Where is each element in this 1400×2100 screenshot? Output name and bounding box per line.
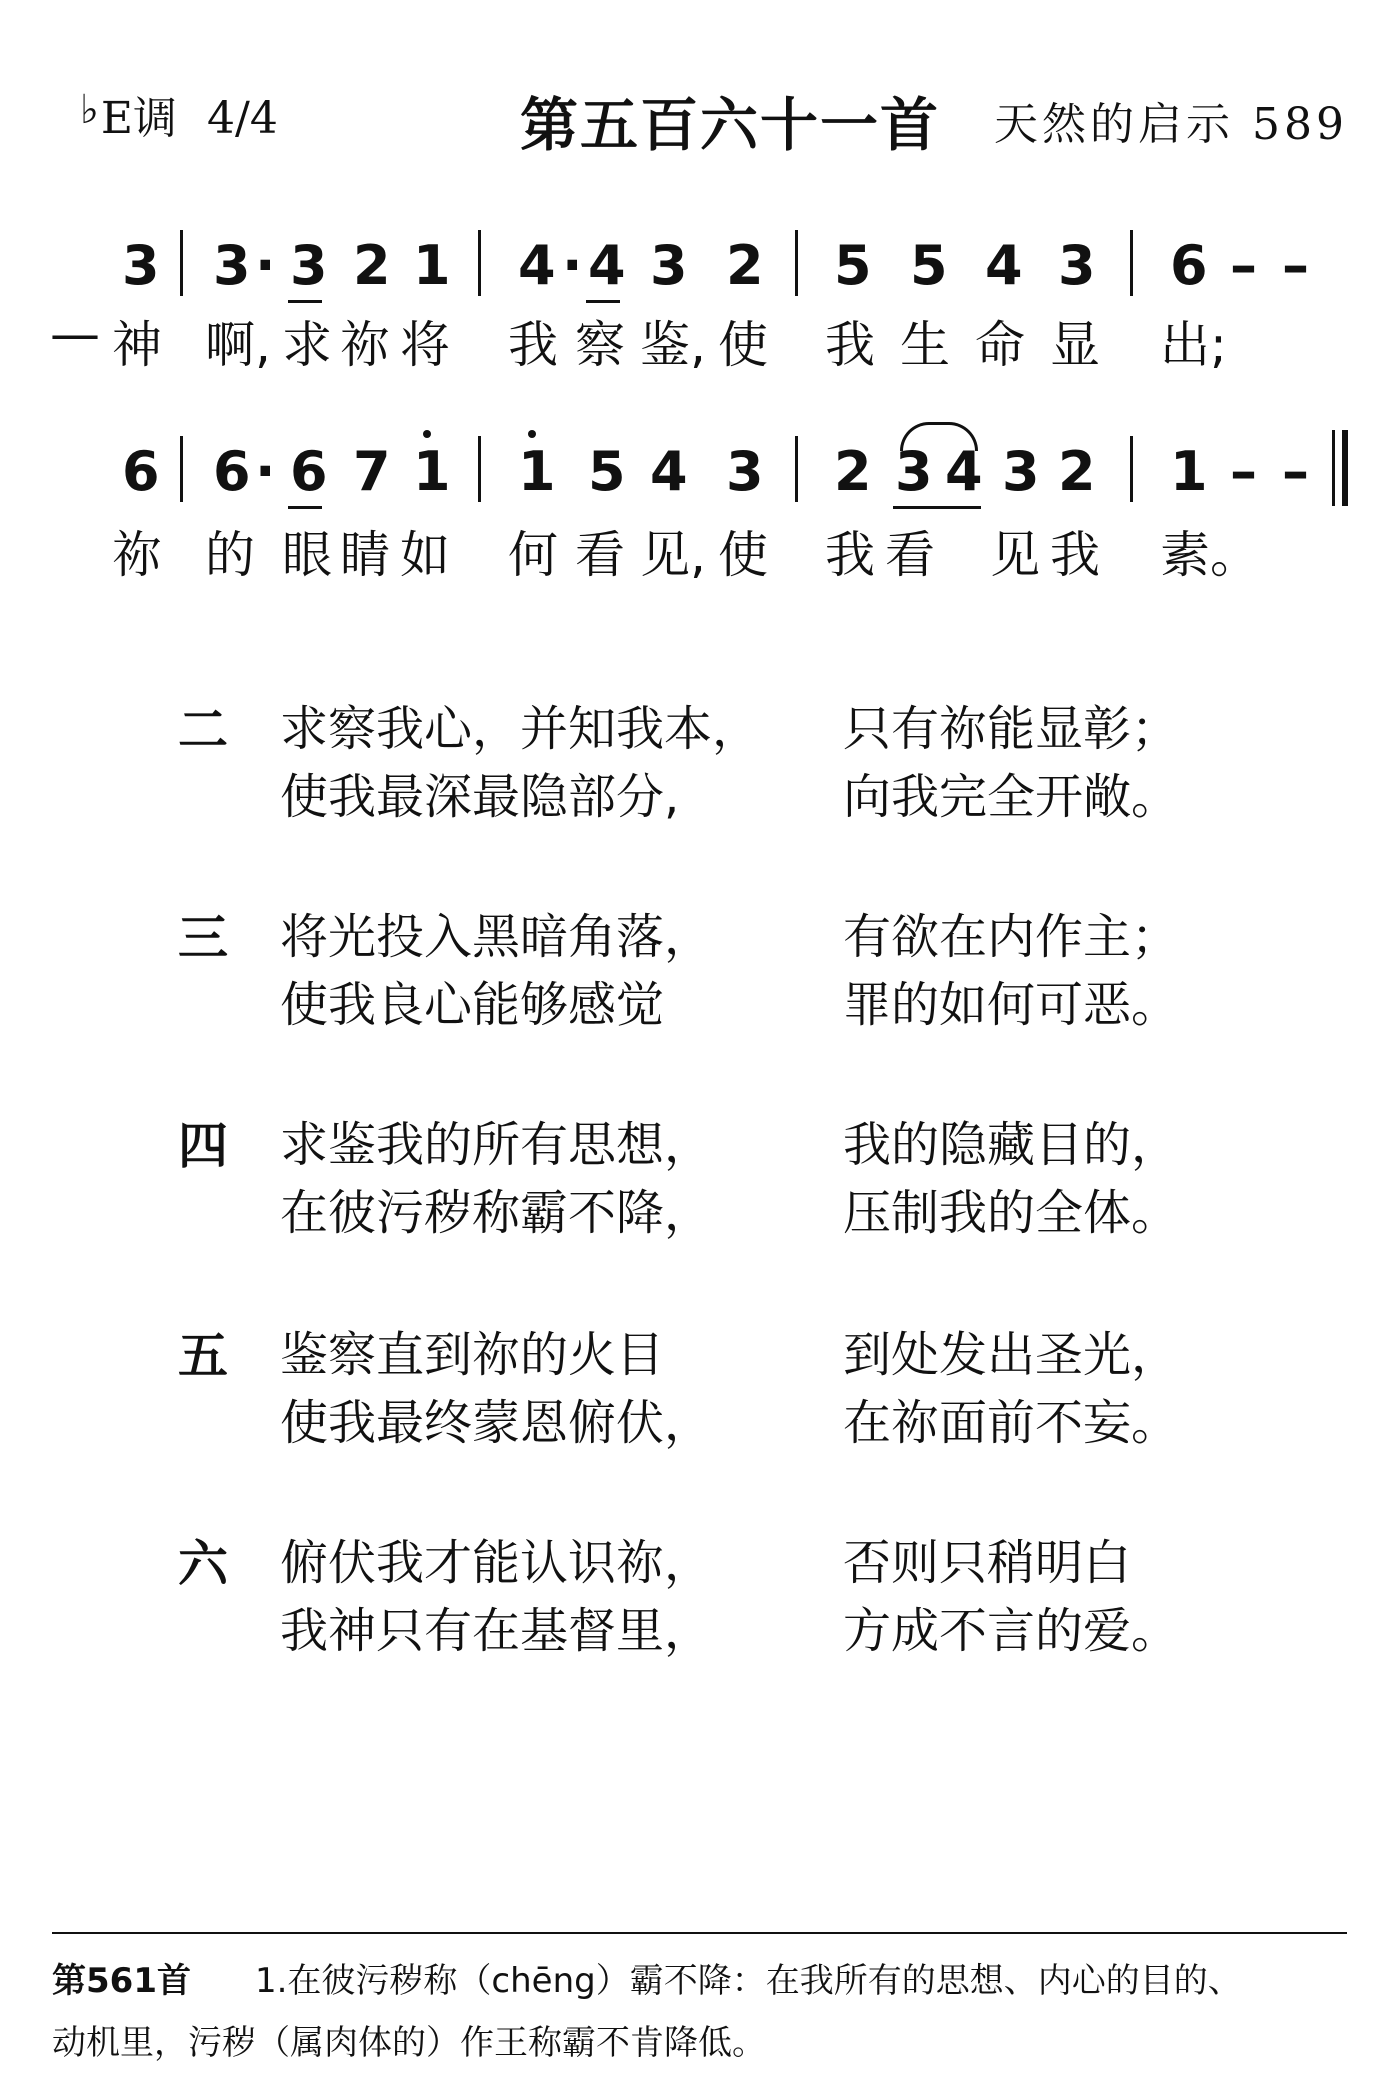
barline [478, 436, 481, 502]
note: 4 [650, 440, 688, 503]
footnote-label: 第561首 [52, 1961, 191, 2001]
lyric: 何 [508, 526, 558, 584]
lyric: 将 [400, 316, 450, 374]
verse-line: 使我最终蒙恩俯伏， [280, 1395, 713, 1451]
note: 2 [1058, 440, 1096, 503]
key-signature [80, 82, 278, 146]
verse-line: 否则只稍明白 [843, 1535, 1132, 1591]
note-dot: · [255, 440, 276, 503]
note: 3 [1058, 234, 1096, 297]
footnote-line-2: 动机里，污秽（属肉体的）作王称霸不肯降低。 [52, 2023, 766, 2063]
lyric: 鉴, [640, 316, 706, 374]
verse-number: 六 [178, 1535, 228, 1593]
note: 2 [353, 234, 391, 297]
lyric: 睛 [340, 526, 390, 584]
lyric: 我 [825, 526, 875, 584]
final-barline [1332, 430, 1335, 506]
eighth-underline [288, 506, 322, 509]
verse-2 [178, 690, 1278, 825]
lyric: 察 [575, 316, 625, 374]
high-octave-dot [528, 430, 536, 438]
dash: – [1282, 234, 1309, 297]
verse-line: 只有祢能显彰； [843, 701, 1180, 757]
note: 2 [726, 234, 764, 297]
lyric: 我 [508, 316, 558, 374]
note: 4 [588, 234, 626, 297]
note: 3 [213, 234, 251, 297]
dash: – [1230, 234, 1257, 297]
note: 3 [650, 234, 688, 297]
barline [180, 230, 183, 296]
barline [1130, 436, 1133, 502]
lyric: 的 [205, 526, 255, 584]
verse-line: 使我良心能够感觉 [280, 977, 665, 1033]
verse-line: 使我最深最隐部分, [280, 769, 680, 825]
verse-line: 罪的如何可恶。 [843, 977, 1180, 1033]
key-label: E调 [100, 93, 177, 144]
footnote-text: 1.在彼污秽称（chēng）霸不降：在我所有的思想、内心的目的、 [254, 1961, 1242, 2001]
verse-number: 二 [178, 701, 228, 759]
verse-line: 我的隐藏目的， [843, 1117, 1180, 1173]
lyric: 使 [718, 316, 768, 374]
note: 5 [910, 234, 948, 297]
verse-line: 有欲在内作主； [843, 909, 1180, 965]
note: 1 [518, 440, 556, 503]
time-signature: 4/4 [207, 93, 278, 144]
lyric: 我 [825, 316, 875, 374]
flat-icon: ♭ [80, 87, 99, 133]
slur [900, 422, 978, 451]
note: 3 [726, 440, 764, 503]
verse-line: 鉴察直到祢的火目 [280, 1327, 665, 1383]
verse-line: 将光投入黑暗角落， [280, 909, 713, 965]
lyric: 眼 [282, 526, 332, 584]
lyric: 出; [1160, 316, 1227, 374]
verse-number: 五 [178, 1327, 228, 1385]
verse-line: 俯伏我才能认识祢， [280, 1535, 713, 1591]
verse-line: 在彼污秽称霸不降， [280, 1185, 713, 1241]
final-barline [1342, 430, 1348, 506]
note: 4 [945, 440, 983, 503]
lyric: 见 [990, 526, 1040, 584]
note: 6 [213, 440, 251, 503]
verse-5 [178, 1316, 1278, 1451]
hymn-title: 第五百六十一首 [520, 91, 941, 159]
verse-line: 压制我的全体。 [843, 1185, 1180, 1241]
barline [478, 230, 481, 296]
verse-number: 四 [178, 1117, 228, 1175]
verse-3 [178, 898, 1278, 1033]
verse-line: 方成不言的爱。 [843, 1603, 1180, 1659]
eighth-underline [586, 300, 620, 303]
note: 6 [1170, 234, 1208, 297]
note: 3 [122, 234, 160, 297]
dash: – [1282, 440, 1309, 503]
lyric: 看 [575, 526, 625, 584]
barline [795, 436, 798, 502]
note: 1 [413, 440, 451, 503]
hymn-source: 天然的启示 589 [994, 99, 1348, 150]
note: 5 [588, 440, 626, 503]
verse-line: 求察我心，并知我本， [280, 701, 761, 757]
verse-line: 我神只有在基督里， [280, 1603, 713, 1659]
note: 3 [290, 234, 328, 297]
note: 4 [518, 234, 556, 297]
note: 6 [290, 440, 328, 503]
note: 3 [1002, 440, 1040, 503]
eighth-underline [288, 300, 322, 303]
verse-line: 向我完全开敞。 [843, 769, 1180, 825]
note: 1 [413, 234, 451, 297]
barline [795, 230, 798, 296]
eighth-underline [893, 506, 981, 509]
lyrics-line-2 [0, 515, 1400, 584]
lyric: 素。 [1160, 526, 1260, 584]
verse-4 [178, 1106, 1278, 1241]
score-line-2 [0, 440, 1400, 510]
lyrics-line-1 [0, 305, 1400, 374]
lyric: 啊, [205, 316, 271, 374]
verse-6 [178, 1524, 1278, 1659]
lyric: 生 [900, 316, 950, 374]
note: 5 [834, 234, 872, 297]
lyric: 我 [1050, 526, 1100, 584]
note: 4 [985, 234, 1023, 297]
footnote-divider [52, 1932, 1347, 1934]
lyric: 见, [640, 526, 706, 584]
verse-line: 在祢面前不妄。 [843, 1395, 1180, 1451]
footnote-line-1 [52, 1950, 1352, 2012]
note: 7 [353, 440, 391, 503]
dash: – [1230, 440, 1257, 503]
note-dot: · [562, 234, 583, 297]
barline [1130, 230, 1133, 296]
verse-line: 求鉴我的所有思想， [280, 1117, 713, 1173]
barline [180, 436, 183, 502]
note-dot: · [255, 234, 276, 297]
lyric: 祢 [112, 526, 162, 584]
lyric: — [50, 305, 100, 363]
lyric: 看 [885, 526, 935, 584]
note: 2 [834, 440, 872, 503]
high-octave-dot [423, 430, 431, 438]
lyric: 祢 [340, 316, 390, 374]
lyric: 神 [112, 316, 162, 374]
verse-number: 三 [178, 909, 228, 967]
verse-line: 到处发出圣光， [843, 1327, 1180, 1383]
lyric: 如 [400, 526, 450, 584]
note: 3 [895, 440, 933, 503]
lyric: 使 [718, 526, 768, 584]
footnote [52, 1950, 1352, 2074]
lyric: 求 [282, 316, 332, 374]
note: 1 [1170, 440, 1208, 503]
lyric: 命 [975, 316, 1025, 374]
lyric: 显 [1050, 316, 1100, 374]
note: 6 [122, 440, 160, 503]
score-line-1 [0, 234, 1400, 304]
